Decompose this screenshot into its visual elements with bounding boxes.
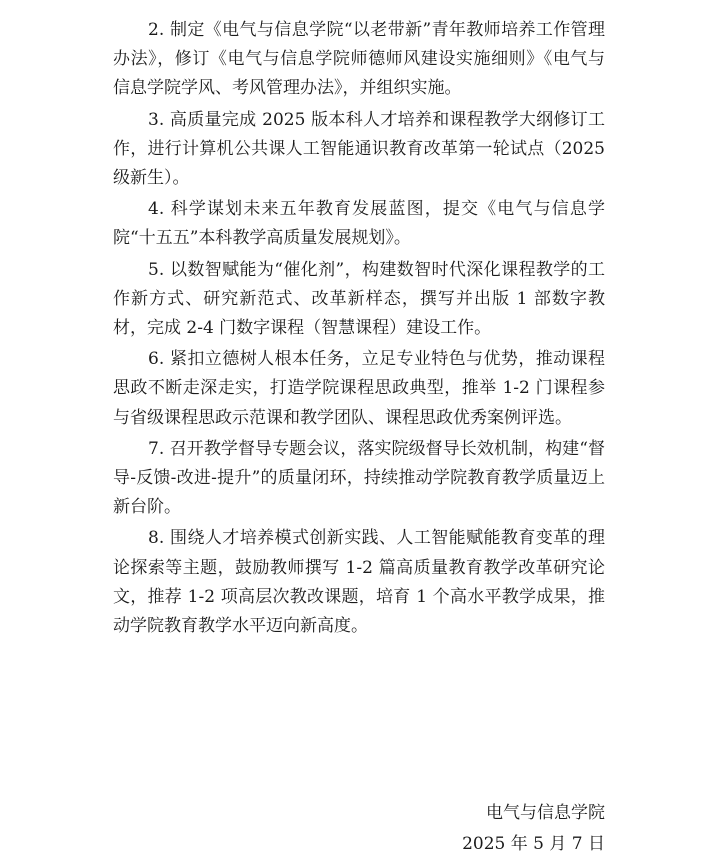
signoff-organization: 电气与信息学院 [486,803,605,823]
paragraph-item-2: 2. 制定《电气与信息学院“以老带新”青年教师培养工作管理办法》，修订《电气与信息学院师德师风建设实施细则》《电气与信息学院学风、考风管理办法》，并组织实施。 [113,20,605,99]
paragraph-item-5: 5. 以数智赋能为“催化剂”，构建数智时代深化课程教学的工作新方式、研究新范式、改革新样态，撰写并出版 1 部数字教材，完成 2-4 门数字课程（智慧课程）建设工作。 [113,259,605,339]
paragraph-item-8: 8. 围绕人才培养模式创新实践、人工智能赋能教育变革的理论探索等主题，鼓励教师撰写 1-2 篇高质量教育教学改革研究论文，推荐 1-2 项高层次教改课题，培育 1 个高水平教学成果，推动学院教育教学水平迈向新高度。 [113,528,605,637]
paragraph-item-6: 6. 紧扣立德树人根本任务，立足专业特色与优势，推动课程思政不断走深走实，打造学院课程思政典型，推举 1-2 门课程参与省级课程思政示范课和教学团队、课程思政优秀案例评选。 [113,349,605,428]
document-body [113,16,605,641]
signature-block [462,798,605,860]
paragraph-item-3: 3. 高质量完成 2025 版本科人才培养和课程教学大纲修订工作，进行计算机公共课人工智能通识教育改革第一轮试点（2025 级新生）。 [113,109,605,189]
paragraph-item-7: 7. 召开教学督导专题会议，落实院级督导长效机制，构建“督导-反馈-改进-提升”的质量闭环，持续推动学院教育教学质量迈上新台阶。 [113,438,605,518]
paragraph-item-4: 4. 科学谋划未来五年教育发展蓝图，提交《电气与信息学院“十五五”本科教学高质量发展规划》。 [113,199,605,249]
signoff-date: 2025 年 5 月 7 日 [462,834,605,854]
